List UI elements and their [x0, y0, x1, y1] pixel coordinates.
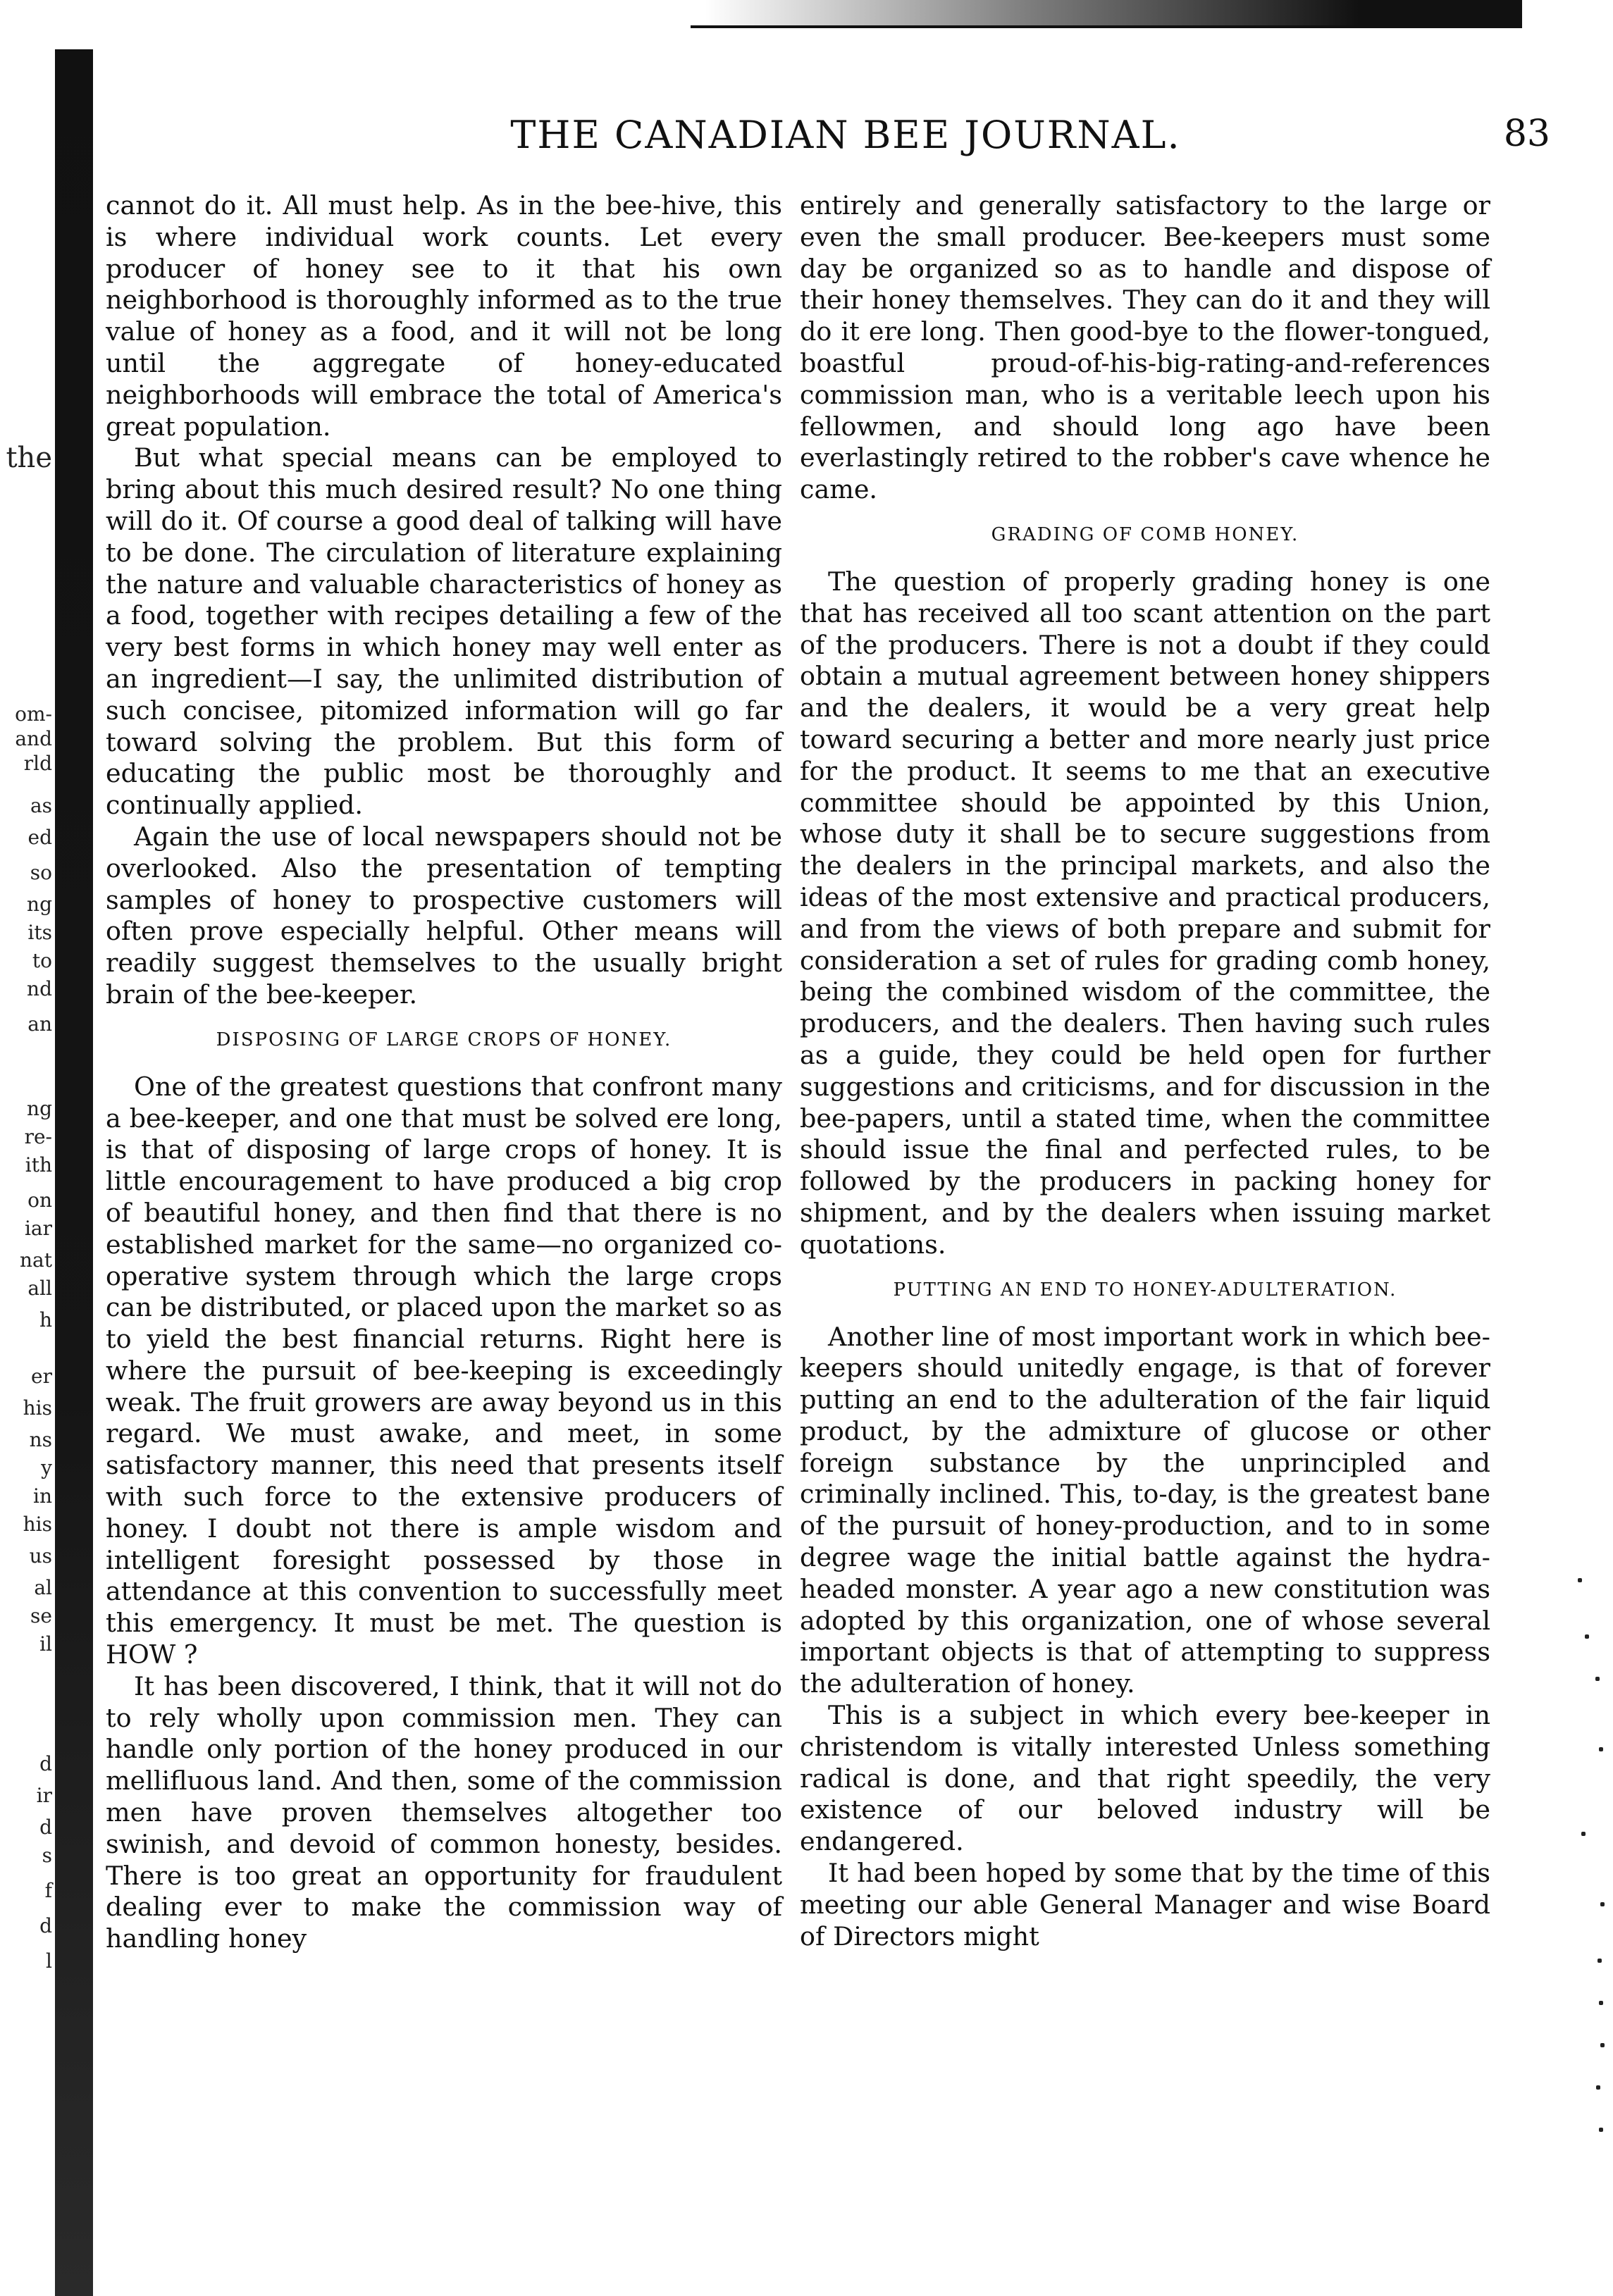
margin-fragment: s — [42, 1844, 52, 1867]
top-print-rule-thin — [691, 25, 1522, 28]
paragraph: Another line of most important work in which bee-keepers should unitedly engage, is that of forever putting an end to the adulteration of the fair liquid product, by the admixture of glucose or other foreign substance by the unprincipled and criminally inclined. This, to-day, is the greatest bane of the pursuit of honey-production, and to in some degree wage the initial battle against the hydra-headed monster. A year ago a new constitution was adopted by this organization, one of whose several important objects is that of attempting to suppress the adulteration of honey. — [800, 1321, 1490, 1699]
margin-fragment: ng — [27, 1097, 52, 1120]
margin-fragment: his — [23, 1396, 52, 1420]
margin-fragment: al — [34, 1576, 52, 1599]
margin-fragment: on — [27, 1189, 52, 1212]
margin-fragment: ir — [36, 1784, 52, 1807]
right-edge-specks — [1557, 1536, 1613, 2170]
margin-fragment: se — [30, 1604, 52, 1627]
left-margin-bleed — [0, 0, 54, 2296]
margin-fragment: rld — [23, 752, 52, 775]
margin-fragment: his — [23, 1513, 52, 1536]
section-heading: PUTTING AN END TO HONEY-ADULTERATION. — [893, 1279, 1397, 1301]
paragraph: But what special means can be employed to bring about this much desired result? No one thing will do it. Of course a good deal of talking will have to be done. The circulation of literature explaining the nature and valuable characteristics of honey as a food, together with recipes detailing a few of the very best forms in which honey may well enter as an ingredient—I say, the unlimited distribution of such concisee, pitomized information will go far toward solving the problem. But this form of educating the public most be thoroughly and continually applied. — [106, 442, 782, 821]
margin-fragment: f — [44, 1879, 52, 1902]
margin-fragment: so — [30, 861, 52, 884]
margin-fragment: in — [33, 1484, 52, 1508]
page-number: 83 — [1503, 113, 1550, 155]
margin-fragment: us — [29, 1544, 52, 1568]
margin-fragment: h — [39, 1308, 52, 1332]
margin-fragment: iar — [24, 1217, 52, 1240]
margin-fragment: y — [41, 1456, 52, 1479]
margin-fragment: ed — [27, 826, 52, 849]
margin-fragment: the — [6, 442, 52, 474]
paragraph: The question of properly grading honey is one that has received all too scant attention on the part of the producers. There is not a doubt if they could obtain a mutual agreement between honey shippers and the dealers, it would be a very great help toward securing a better and more nearly just price for the product. It seems to me that an executive committee should be appointed by this Union, whose duty it shall be to secure suggestions from the dealers in the principal markets, and also the ideas of the most extensive and practical producers, and from the views of both prepare and submit for consideration a set of rules for grading comb honey, being the combined wisdom of the committee, the producers, and the dealers. Then having such rules as a guide, they could be held open for further suggestions and criticisms, and for discussion in the bee-papers, until a stated time, when the committee should issue the final and perfected rules, to be followed by the producers in packing honey for shipment, and by the dealers when issuing market quotations. — [800, 566, 1490, 1260]
margin-fragment: nd — [27, 977, 52, 1000]
paragraph: cannot do it. All must help. As in the bee-hive, this is where individual work counts. Let every producer of honey see to it that his own neighborhood is thoroughly informed as to the true value of honey as a food, and it will not be long until the aggregate of honey-educated neighborhoods will embrace the total of America's great population. — [106, 190, 782, 442]
margin-fragment: l — [46, 1949, 52, 1973]
paragraph: One of the greatest questions that confront many a bee-keeper, and one that must be solved ere long, is that of disposing of large crops of honey. It is little encouragement to have produced a big crop of beautiful honey, and then find that there is no established market for the same—no organized co-operative system through which the large crops can be distributed, or placed upon the market so as to yield the best financial returns. Right here is where the pursuit of bee-keeping is exceedingly weak. The fruit growers are away beyond us in this regard. We must awake, and meet, in some satisfactory manner, this need that presents itself with such force to the extensive producers of honey. I doubt not there is ample wisdom and intelligent foresight possessed by those in attendance at this convention to successfully meet this emergency. It must be met. The question is HOW ? — [106, 1071, 782, 1670]
page-header — [106, 113, 1550, 169]
paragraph: entirely and generally satisfactory to the large or even the small producer. Bee-keepers must some day be organized so as to handle and dispose of their honey themselves. They can do it and they will do it ere long. Then good-bye to the flower-tongued, boastful proud-of-his-big-rating-and-references commission man, who is a veritable leech upon his fellowmen, and should long ago have been everlastingly retired to the robber's cave whence he came. — [800, 190, 1490, 505]
section-heading: GRADING OF COMB HONEY. — [991, 523, 1299, 545]
margin-fragment: d — [39, 1816, 52, 1839]
margin-fragment: ns — [29, 1428, 52, 1451]
margin-fragment: and — [15, 727, 52, 750]
right-column — [800, 190, 1490, 1952]
top-print-rule — [705, 0, 1522, 28]
margin-fragment: il — [39, 1632, 52, 1656]
margin-fragment: re- — [24, 1125, 52, 1148]
margin-fragment: d — [39, 1752, 52, 1775]
paragraph: This is a subject in which every bee-keeper in christendom is vitally interested Unless something radical is done, and that right speedily, the very existence of our beloved industry will be endangered. — [800, 1700, 1490, 1857]
margin-fragment: er — [31, 1365, 52, 1388]
section-heading: DISPOSING OF LARGE CROPS OF HONEY. — [216, 1029, 672, 1050]
running-title: THE CANADIAN BEE JOURNAL. — [510, 113, 1181, 157]
margin-fragment: to — [32, 949, 52, 972]
paragraph: It had been hoped by some that by the time of this meeting our able General Manager and wise Board of Directors might — [800, 1858, 1490, 1951]
margin-fragment: om- — [15, 702, 52, 726]
margin-fragment: nat — [20, 1248, 52, 1272]
paragraph: It has been discovered, I think, that it will not do to rely wholly upon commission men. They can handle only portion of the honey produced in our mellifluous land. And then, some of the commission men have proven themselves altogether too swinish, and devoid of common honesty, besides. There is too great an opportunity for fraudulent dealing ever to make the commission way of handling honey — [106, 1670, 782, 1954]
margin-fragment: all — [27, 1277, 52, 1300]
margin-fragment: its — [27, 921, 52, 944]
margin-fragment: as — [30, 794, 52, 817]
margin-fragment: an — [27, 1012, 52, 1036]
binding-shadow — [55, 49, 93, 2296]
left-column — [106, 190, 782, 1955]
margin-fragment: ng — [27, 893, 52, 916]
margin-fragment: ith — [25, 1153, 52, 1177]
paragraph: Again the use of local newspapers should not be overlooked. Also the presentation of tempting samples of honey to prospective customers will often prove especially helpful. Other means will readily suggest themselves to the usually bright brain of the bee-keeper. — [106, 821, 782, 1010]
margin-fragment: d — [39, 1914, 52, 1937]
